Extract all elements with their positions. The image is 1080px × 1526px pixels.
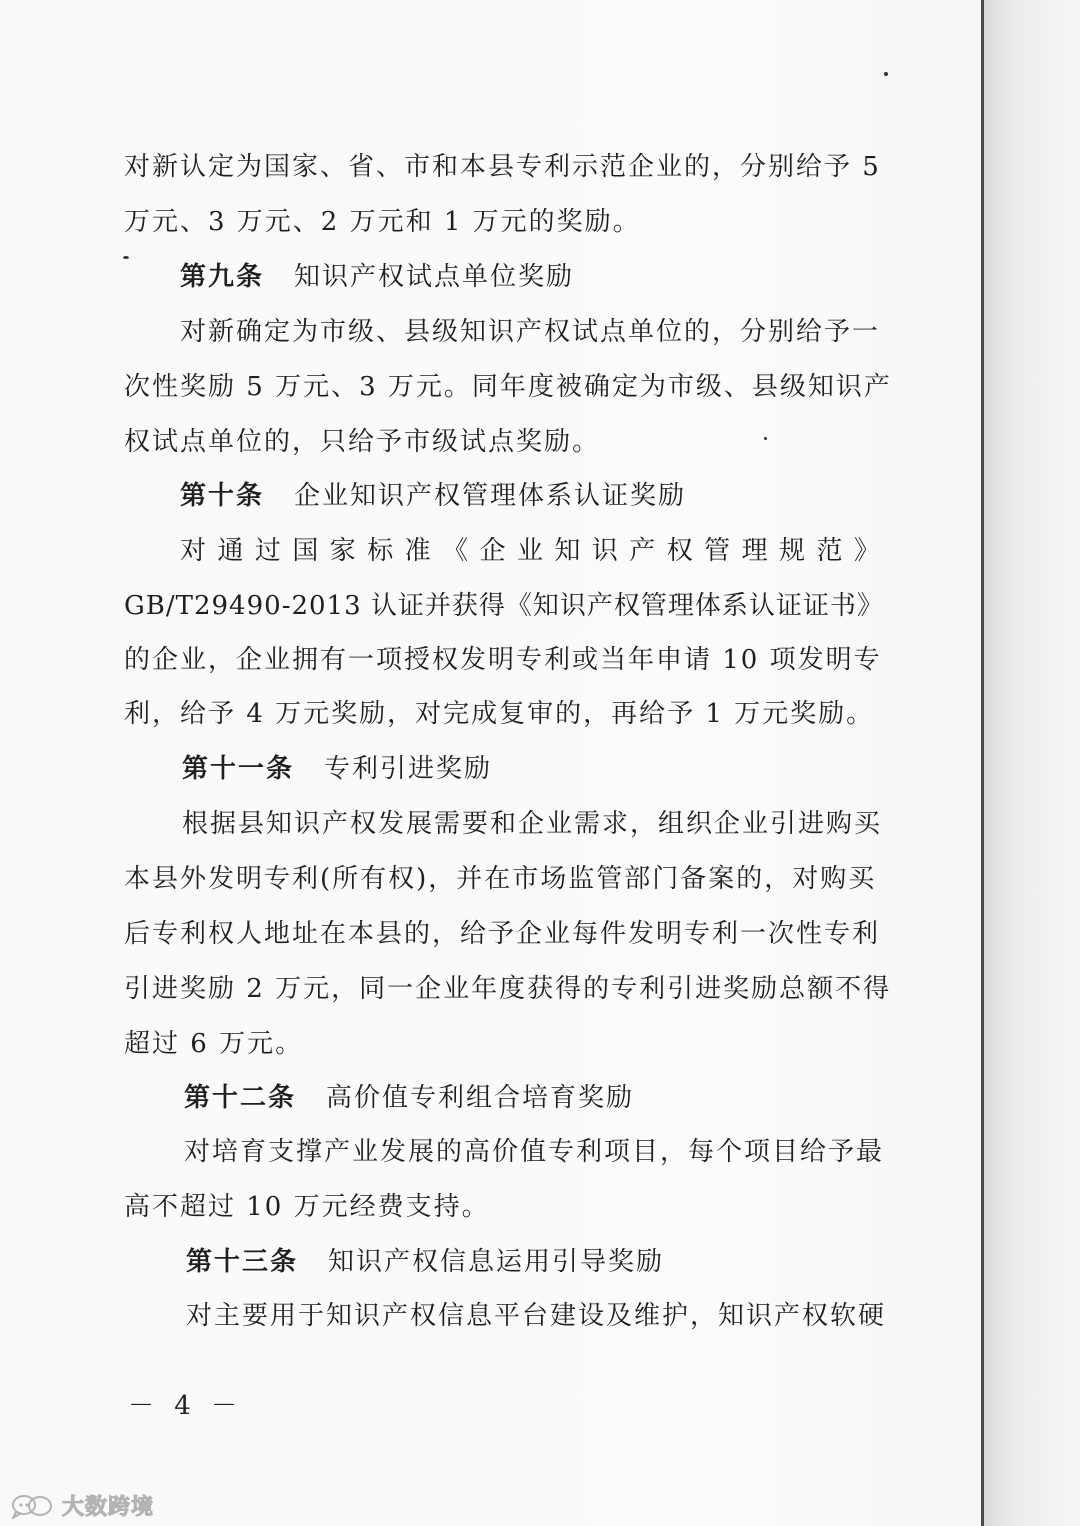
scan-speck bbox=[764, 437, 767, 440]
watermark-text: 大数跨境 bbox=[62, 1495, 155, 1520]
char: 企 bbox=[479, 536, 506, 566]
scan-speck bbox=[884, 72, 888, 76]
article-number: 第十一条 bbox=[182, 754, 295, 784]
char: 知 bbox=[554, 536, 581, 566]
char: 范 bbox=[816, 536, 843, 566]
article-title: 知识产权试点单位奖励 bbox=[294, 262, 575, 292]
article-title: 知识产权信息运用引导奖励 bbox=[328, 1247, 665, 1277]
page-number: － 4 － bbox=[128, 1391, 244, 1421]
char: 规 bbox=[779, 536, 806, 566]
body-line: 万元、3 万元、2 万元和 1 万元的奖励。 bbox=[124, 207, 641, 237]
body-line: 高不超过 10 万元经费支持。 bbox=[124, 1192, 490, 1222]
char: 权 bbox=[666, 536, 693, 566]
article-heading bbox=[184, 1083, 634, 1113]
char: 国 bbox=[292, 536, 319, 566]
body-line-justified bbox=[180, 536, 880, 566]
body-line: 对主要用于知识产权信息平台建设及维护，知识产权软硬 bbox=[186, 1301, 887, 1331]
article-heading bbox=[186, 1247, 664, 1277]
scan-speck bbox=[123, 256, 129, 259]
article-heading bbox=[182, 754, 492, 784]
body-line: 超过 6 万元。 bbox=[124, 1029, 304, 1059]
article-number: 第十三条 bbox=[186, 1247, 299, 1277]
char: 》 bbox=[853, 536, 880, 566]
article-number: 第十二条 bbox=[184, 1083, 297, 1113]
page-edge-shadow bbox=[984, 0, 1080, 1526]
body-line: 引进奖励 2 万元，同一企业年度获得的专利引进奖励总额不得 bbox=[124, 974, 892, 1004]
article-heading bbox=[180, 481, 686, 511]
char: 管 bbox=[704, 536, 731, 566]
article-title: 高价值专利组合培育奖励 bbox=[326, 1083, 635, 1113]
char: 业 bbox=[516, 536, 543, 566]
body-line: 的企业，企业拥有一项授权发明专利或当年申请 10 项发明专 bbox=[124, 645, 882, 675]
char: 理 bbox=[741, 536, 768, 566]
char: 通 bbox=[217, 536, 244, 566]
body-line: 根据县知识产权发展需要和企业需求，组织企业引进购买 bbox=[182, 809, 883, 839]
body-line: 对培育支撑产业发展的高价值专利项目，每个项目给予最 bbox=[184, 1137, 885, 1167]
watermark bbox=[10, 1490, 154, 1521]
page-edge-line bbox=[981, 0, 984, 1526]
char: 标 bbox=[367, 536, 394, 566]
article-number: 第十条 bbox=[180, 481, 265, 511]
body-line: 对新确定为市级、县级知识产权试点单位的，分别给予一 bbox=[180, 317, 881, 347]
article-heading bbox=[180, 262, 574, 292]
article-title: 企业知识产权管理体系认证奖励 bbox=[294, 481, 687, 511]
body-line: 对新认定为国家、省、市和本县专利示范企业的，分别给予 5 bbox=[124, 152, 881, 182]
chat-bubble-logo-icon bbox=[10, 1493, 56, 1519]
char: 家 bbox=[329, 536, 356, 566]
body-line: GB/T29490-2013 认证并获得《知识产权管理体系认证证书》 bbox=[124, 591, 884, 621]
char: 产 bbox=[629, 536, 656, 566]
body-line: 利，给予 4 万元奖励，对完成复审的，再给予 1 万元奖励。 bbox=[124, 699, 875, 729]
body-line: 本县外发明专利(所有权)，并在市场监管部门备案的，对购买 bbox=[124, 864, 877, 894]
article-number: 第九条 bbox=[180, 262, 265, 292]
char: 过 bbox=[254, 536, 281, 566]
char: 《 bbox=[442, 536, 469, 566]
char: 对 bbox=[180, 536, 207, 566]
article-title: 专利引进奖励 bbox=[324, 754, 493, 784]
body-line: 后专利权人地址在本县的，给予企业每件发明专利一次性专利 bbox=[124, 919, 881, 949]
char: 识 bbox=[591, 536, 618, 566]
body-line: 权试点单位的，只给予市级试点奖励。 bbox=[124, 427, 601, 457]
body-line: 次性奖励 5 万元、3 万元。同年度被确定为市级、县级知识产 bbox=[124, 372, 892, 402]
char: 准 bbox=[404, 536, 431, 566]
